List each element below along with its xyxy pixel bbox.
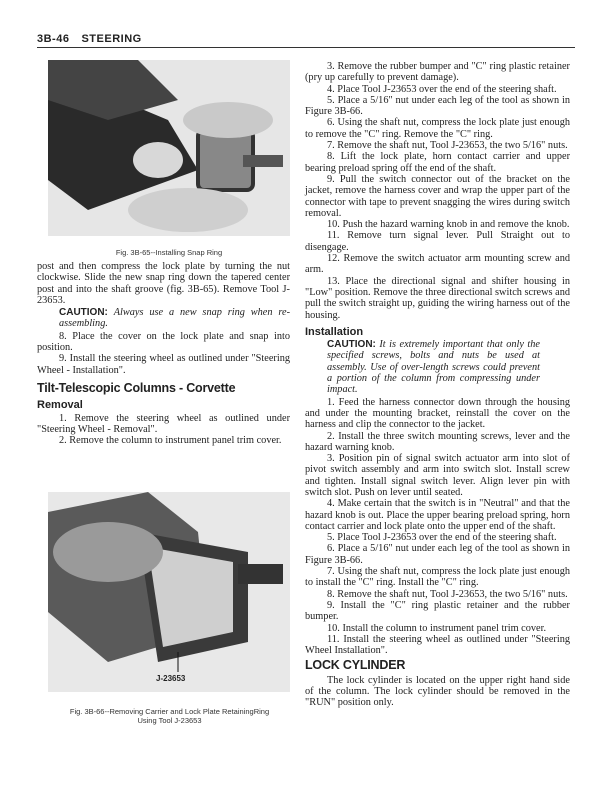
step: 8. Lift the lock plate, horn contact carrier and upper bearing preload spring off the end of the shaft. [305, 151, 570, 174]
step: 8. Place the cover on the lock plate and snap into position. [37, 330, 290, 354]
step: 6. Place a 5/16" nut under each leg of the tool as shown in Figure 3B-66. [305, 543, 570, 566]
page-number: 3B-46 [37, 33, 70, 45]
step: 3. Position pin of signal switch actuator arm into slot of pivot switch assembly and arm into switch slot. Install screw and tighten. Install signal switch lever. Align lever pin with switch slot. Push on lever until seated. [305, 453, 570, 498]
step: 10. Install the column to instrument panel trim cover. [327, 622, 547, 634]
step: 8. Remove the shaft nut, Tool J-23653, the two 5/16" nuts. [327, 588, 568, 600]
caption-line: Fig. 3B-66--Removing Carrier and Lock Plate RetainingRing [69, 707, 270, 716]
subsection-heading: Removal [37, 399, 83, 412]
tool-callout: J-23653 [156, 674, 186, 683]
right-column [305, 61, 570, 709]
step: 4. Place Tool J-23653 over the end of the steering shaft. [327, 83, 557, 95]
left-column [37, 261, 290, 446]
figure-caption [37, 707, 302, 725]
figure-installing-snap-ring [48, 60, 290, 236]
step: 4. Make certain that the switch is in "Neutral" and that the hazard knob is out. Place the upper bearing preload spring, horn contact carrier and lock plate onto the upper end of the shaft. [305, 498, 570, 532]
step: 5. Place a 5/16" nut under each leg of the tool as shown in Figure 3B-66. [305, 94, 570, 118]
paragraph: post and then compress the lock plate by turning the nut clockwise. Slide the new snap ring down the tapered center post and into the shaft groove (fig. 3B-65). Remove Tool J-23653. [37, 261, 290, 306]
section-heading: Tilt-Telescopic Columns - Corvette [37, 380, 236, 395]
step: 6. Using the shaft nut, compress the lock plate just enough to remove the "C" ring. Remove the "C" ring. [305, 117, 570, 140]
subsection-heading: Installation [305, 325, 364, 338]
caption-line: Using Tool J-23653 [137, 716, 202, 725]
step: 12. Remove the switch actuator arm mounting screw and arm. [305, 253, 570, 276]
step: 9. Pull the switch connector out of the bracket on the jacket, remove the harness cover and wrap the upper part of the connector with tape to prevent snagging the wires during switch removal. [305, 173, 570, 219]
caution-note [327, 339, 540, 395]
step: 5. Place Tool J-23653 over the end of the steering shaft. [327, 532, 557, 544]
step: 7. Remove the shaft nut, Tool J-23653, the two 5/16" nuts. [327, 140, 568, 152]
step: 2. Install the three switch mounting screws, lever and the hazard warning knob. [305, 430, 570, 453]
step: 1. Feed the harness connector down through the housing and under the mounting bracket, reinstall the cover on the harness and clip the connector to the jacket. [305, 396, 570, 431]
figure-caption: Fig. 3B-65--Installing Snap Ring [115, 248, 223, 257]
caution-note [59, 307, 290, 330]
caution-text: Always use a new snap ring when re-assembling. [59, 307, 291, 330]
step: 1. Remove the steering wheel as outlined under "Steering Wheel - Removal". [37, 412, 290, 435]
step: 2. Remove the column to instrument panel trim cover. [59, 435, 282, 447]
caution-label: CAUTION: [59, 307, 108, 319]
page-header [37, 33, 575, 48]
step: 7. Using the shaft nut, compress the lock plate just enough to install the "C" ring. Install the "C" ring. [305, 566, 570, 589]
step: 13. Place the directional signal and shifter housing in "Low" position. Remove the three directional switch screws and pull the switch straight up, guiding the wiring harness out of the housing. [305, 275, 570, 321]
figure-removing-carrier [48, 492, 290, 692]
section-heading: LOCK CYLINDER [305, 658, 406, 673]
paragraph: The lock cylinder is located on the upper right hand side of the column. The lock cylinder should be removed in the "RUN" position only. [305, 674, 570, 709]
step: 3. Remove the rubber bumper and "C" ring plastic retainer (pry up carefully to prevent damage). [305, 61, 570, 84]
step: 10. Push the hazard warning knob in and remove the knob. [327, 219, 570, 231]
caution-label: CAUTION: [327, 339, 376, 351]
caution-text: It is extremely important that only the specified screws, bolts and nuts be used at assembly. Use of over-length screws could prevent a portion of the column from compressing under impact. [327, 339, 540, 396]
step: 11. Install the steering wheel as outlined under "Steering Wheel Installation". [305, 633, 570, 657]
section-title: STEERING [81, 33, 142, 45]
removing-carrier-photo [48, 492, 290, 692]
step: 9. Install the "C" ring plastic retainer and the rubber bumper. [305, 599, 570, 623]
step: 9. Install the steering wheel as outlined under "Steering Wheel - Installation". [37, 353, 290, 376]
step: 11. Remove turn signal lever. Pull Straight out to disengage. [305, 230, 570, 253]
snap-ring-photo [48, 60, 290, 236]
